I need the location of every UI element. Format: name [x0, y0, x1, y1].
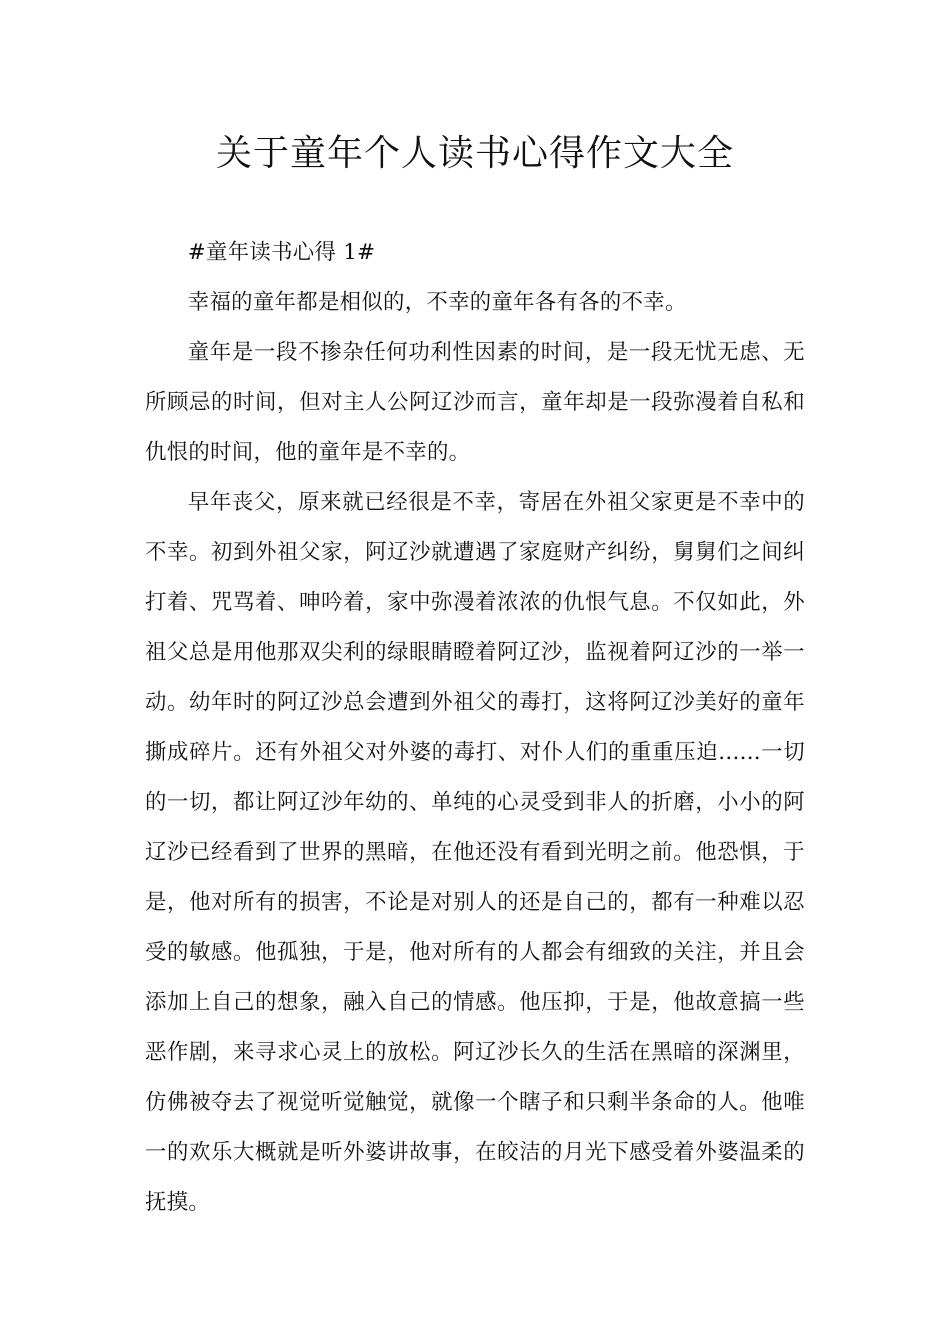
section-heading: #童年读书心得 1#: [187, 240, 376, 265]
paragraph-3: 早年丧父，原来就已经很是不幸，寄居在外祖父家更是不幸中的不幸。初到外祖父家，阿辽沙就遭遇了家庭财产纠纷，舅舅们之间纠打着、咒骂着、呻吟着，家中弥漫着浓浓的仇恨气息。不仅如此，外祖父总是用他那双尖利的绿眼睛瞪着阿辽沙，监视着阿辽沙的一举一动。幼年时的阿辽沙总会遭到外祖父的毒打，这将阿辽沙美好的童年撕成碎片。还有外祖父对外婆的毒打、对仆人们的重重压迫......一切的一切，都让阿辽沙年幼的、单纯的心灵受到非人的折磨，小小的阿辽沙已经看到了世界的黑暗，在他还没有看到光明之前。他恐惧，于是，他对所有的损害，不论是对别人的还是自己的，都有一种难以忍受的敏感。他孤独，于是，他对所有的人都会有细致的关注，并且会添加上自己的想象，融入自己的情感。他压抑，于是，他故意搞一些恶作剧，来寻求心灵上的放松。阿辽沙长久的生活在黑暗的深渊里，仿佛被夺去了视觉听觉触觉，就像一个瞎子和只剩半条命的人。他唯一的欢乐大概就是听外婆讲故事，在皎洁的月光下感受着外婆温柔的抚摸。: [145, 490, 805, 1215]
document-body: [145, 228, 805, 1228]
paragraph-1: 幸福的童年都是相似的，不幸的童年各有各的不幸。: [187, 290, 687, 315]
paragraph-2: 童年是一段不掺杂任何功利性因素的时间，是一段无忧无虑、无所顾忌的时间，但对主人公阿辽沙而言，童年却是一段弥漫着自私和仇恨的时间，他的童年是不幸的。: [145, 340, 805, 465]
document-title: 关于童年个人读书心得作文大全: [215, 133, 734, 174]
